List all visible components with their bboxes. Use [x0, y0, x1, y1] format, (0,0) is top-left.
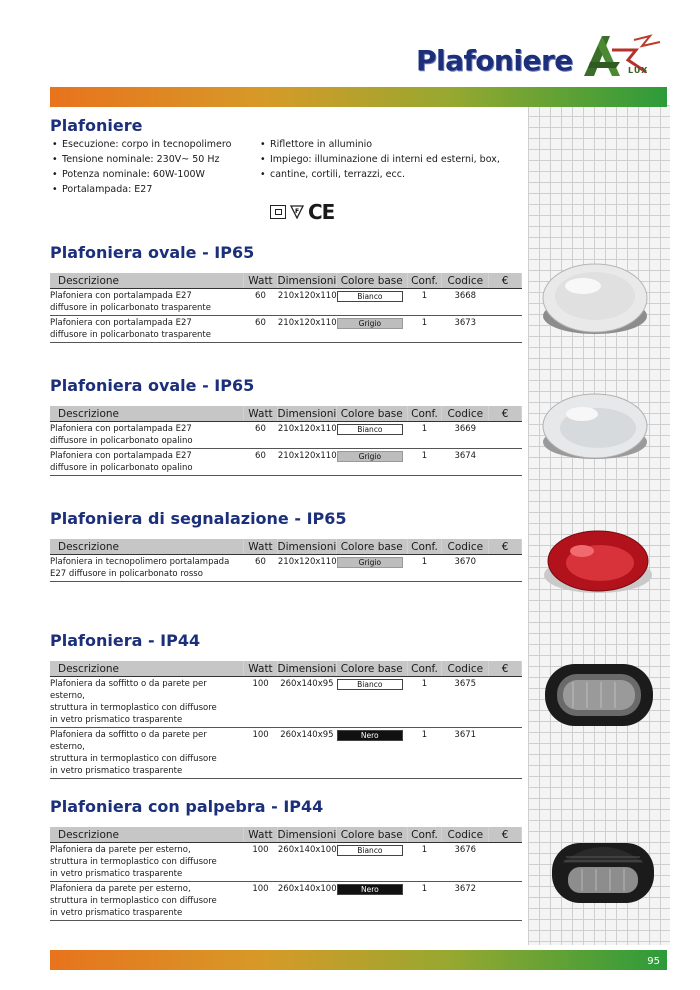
table-header [50, 539, 522, 555]
column-header-desc: Descrizione [50, 273, 243, 288]
description-line: struttura in termoplastico con diffusore [50, 754, 217, 764]
description-line: Plafoniera con portalampada E27 [50, 291, 192, 301]
description-line: diffusore in policarbonato opalino [50, 436, 193, 446]
table-row [50, 316, 522, 343]
table-header [50, 273, 522, 289]
row-code: 3670 [454, 557, 477, 567]
column-header-color: Colore base [337, 273, 407, 288]
arlux-logo [576, 30, 666, 80]
lamp-red-signal-image [540, 525, 656, 599]
row-price [489, 678, 521, 726]
column-header-eur: € [489, 661, 521, 676]
column-header-conf: Conf. [408, 273, 442, 288]
column-header-dim: Dimensioni [277, 407, 337, 420]
features-list-left [50, 137, 260, 197]
row-description [50, 423, 243, 447]
feature-item: • Potenza nominale: 60W-100W [50, 167, 260, 182]
svg-text:F: F [295, 208, 300, 215]
description-line: in vetro prismatico trasparente [50, 766, 183, 776]
table-header [50, 661, 522, 677]
double-insulation-icon [270, 205, 286, 219]
column-header-color: Colore base [337, 661, 407, 676]
lamp-ip44-black-image [543, 660, 655, 730]
row-watt: 60 [255, 424, 266, 434]
row-conf: 1 [421, 451, 428, 461]
color-swatch: Bianco [337, 845, 403, 856]
section-title: Plafoniera con palpebra - IP44 [50, 797, 324, 816]
product-section [50, 376, 522, 476]
description-line: struttura in termoplastico con diffusore [50, 896, 217, 906]
column-header-watt: Watt [244, 661, 277, 676]
description-line: in vetro prismatico trasparente [50, 869, 183, 879]
color-swatch: Bianco [337, 424, 403, 435]
column-header-desc: Descrizione [50, 406, 243, 421]
description-line: diffusore in policarbonato opalino [50, 463, 193, 473]
row-price [489, 556, 521, 580]
row-price [489, 729, 521, 777]
section-title: Plafoniera di segnalazione - IP65 [50, 509, 347, 528]
page-number: 95 [647, 956, 660, 967]
footer-band [50, 950, 667, 970]
row-dimensions: 260x140x95 [280, 730, 334, 740]
column-header-code: Codice [442, 539, 488, 554]
table-row [50, 555, 522, 582]
lamp-oval-opal-image [538, 388, 652, 468]
column-header-color: Colore base [337, 406, 407, 421]
column-header-code: Codice [442, 827, 488, 842]
row-description [50, 556, 243, 580]
row-color-cell [337, 556, 407, 580]
description-line: E27 diffusore in policarbonato rosso [50, 569, 203, 579]
header-band [50, 87, 667, 107]
feature-item: • Portalampada: E27 [50, 182, 260, 197]
row-description [50, 450, 243, 474]
row-dimensions: 260x140x100 [277, 884, 337, 894]
color-swatch: Grigio [337, 451, 403, 462]
column-header-code: Codice [442, 406, 488, 421]
table-row [50, 289, 522, 316]
intro-title: Plafoniere [50, 116, 143, 135]
row-color-cell [337, 678, 407, 726]
lamp-palpebra-image [548, 835, 658, 907]
section-title: Plafoniera ovale - IP65 [50, 243, 255, 262]
description-line: struttura in termoplastico con diffusore [50, 857, 217, 867]
column-header-eur: € [489, 539, 521, 554]
row-dimensions: 260x140x95 [280, 679, 334, 689]
row-conf: 1 [421, 845, 428, 855]
row-description [50, 883, 243, 919]
table-row [50, 843, 522, 882]
column-header-dim: Dimensioni [277, 662, 337, 675]
column-header-dim: Dimensioni [277, 274, 337, 287]
section-title: Plafoniera ovale - IP65 [50, 376, 255, 395]
description-line: Plafoniera da soffitto o da parete per esterno, [50, 679, 207, 701]
column-header-eur: € [489, 406, 521, 421]
color-swatch: Grigio [337, 557, 403, 568]
row-watt: 100 [252, 845, 269, 855]
column-header-desc: Descrizione [50, 661, 243, 676]
feature-item: • Esecuzione: corpo in tecnopolimero [50, 137, 260, 152]
description-line: struttura in termoplastico con diffusore [50, 703, 217, 713]
description-line: Plafoniera da parete per esterno, [50, 845, 191, 855]
certification-marks [270, 200, 334, 224]
column-header-color: Colore base [337, 827, 407, 842]
row-description [50, 317, 243, 341]
column-header-code: Codice [442, 273, 488, 288]
color-swatch: Bianco [337, 291, 403, 302]
column-header-conf: Conf. [408, 661, 442, 676]
row-price [489, 450, 521, 474]
column-header-dim: Dimensioni [277, 828, 337, 841]
feature-item: • Tensione nominale: 230V~ 50 Hz [50, 152, 260, 167]
feature-item: • Riflettore in alluminio [258, 137, 518, 152]
row-price [489, 883, 521, 919]
table-header [50, 827, 522, 843]
row-dimensions: 210x120x110 [277, 451, 337, 461]
color-swatch: Nero [337, 884, 403, 895]
description-line: Plafoniera con portalampada E27 [50, 424, 192, 434]
row-color-cell [337, 423, 407, 447]
row-conf: 1 [421, 730, 428, 740]
color-swatch: Nero [337, 730, 403, 741]
row-dimensions: 210x120x110 [277, 424, 337, 434]
row-conf: 1 [421, 557, 428, 567]
row-color-cell [337, 844, 407, 880]
table-row [50, 677, 522, 728]
row-code: 3675 [454, 679, 477, 689]
table-row [50, 422, 522, 449]
description-line: Plafoniera da soffitto o da parete per esterno, [50, 730, 207, 752]
page-title: Plafoniere [416, 44, 573, 77]
row-description [50, 678, 243, 726]
row-watt: 100 [252, 884, 269, 894]
row-dimensions: 210x120x110 [277, 291, 337, 301]
row-color-cell [337, 450, 407, 474]
row-conf: 1 [421, 291, 428, 301]
description-line: in vetro prismatico trasparente [50, 715, 183, 725]
lamp-oval-transparent-image [538, 258, 652, 342]
row-color-cell [337, 883, 407, 919]
column-header-conf: Conf. [408, 406, 442, 421]
row-code: 3669 [454, 424, 477, 434]
row-conf: 1 [421, 424, 428, 434]
description-line: Plafoniera da parete per esterno, [50, 884, 191, 894]
logo-text: LUX [628, 66, 649, 75]
table-row [50, 882, 522, 921]
color-swatch: Bianco [337, 679, 403, 690]
row-watt: 60 [255, 451, 266, 461]
table-header [50, 406, 522, 422]
column-header-eur: € [489, 827, 521, 842]
row-conf: 1 [421, 884, 428, 894]
row-color-cell [337, 317, 407, 341]
row-code: 3672 [454, 884, 477, 894]
description-line: Plafoniera in tecnopolimero portalampada [50, 557, 230, 567]
column-header-watt: Watt [244, 406, 277, 421]
row-conf: 1 [421, 679, 428, 689]
row-code: 3673 [454, 318, 477, 328]
row-code: 3671 [454, 730, 477, 740]
features-list-right [258, 137, 518, 182]
row-color-cell [337, 290, 407, 314]
row-code: 3676 [454, 845, 477, 855]
column-header-conf: Conf. [408, 827, 442, 842]
row-watt: 60 [255, 291, 266, 301]
row-watt: 100 [252, 679, 269, 689]
row-description [50, 290, 243, 314]
color-swatch: Grigio [337, 318, 403, 329]
feature-item: • Impiego: illuminazione di interni ed esterni, box, [258, 152, 518, 167]
description-line: Plafoniera con portalampada E27 [50, 451, 192, 461]
column-header-desc: Descrizione [50, 827, 243, 842]
column-header-watt: Watt [244, 827, 277, 842]
column-header-watt: Watt [244, 539, 277, 554]
product-section [50, 509, 522, 582]
row-price [489, 423, 521, 447]
description-line: diffusore in policarbonato trasparente [50, 330, 211, 340]
row-price [489, 290, 521, 314]
column-header-color: Colore base [337, 539, 407, 554]
ce-mark-icon: CE [308, 200, 335, 224]
product-section [50, 631, 522, 779]
column-header-conf: Conf. [408, 539, 442, 554]
description-line: Plafoniera con portalampada E27 [50, 318, 192, 328]
description-line: in vetro prismatico trasparente [50, 908, 183, 918]
column-header-dim: Dimensioni [277, 540, 337, 553]
row-dimensions: 210x120x110 [277, 318, 337, 328]
row-code: 3674 [454, 451, 477, 461]
row-price [489, 317, 521, 341]
row-watt: 60 [255, 557, 266, 567]
column-header-watt: Watt [244, 273, 277, 288]
row-watt: 100 [252, 730, 269, 740]
table-row [50, 728, 522, 779]
column-header-code: Codice [442, 661, 488, 676]
row-description [50, 844, 243, 880]
description-line: diffusore in policarbonato trasparente [50, 303, 211, 313]
table-row [50, 449, 522, 476]
product-section [50, 243, 522, 343]
feature-item-continuation: • cantine, cortili, terrazzi, ecc. [258, 167, 518, 182]
f-mark-icon [290, 205, 304, 219]
row-dimensions: 260x140x100 [277, 845, 337, 855]
row-description [50, 729, 243, 777]
product-section [50, 797, 522, 921]
row-color-cell [337, 729, 407, 777]
row-price [489, 844, 521, 880]
column-header-desc: Descrizione [50, 539, 243, 554]
row-code: 3668 [454, 291, 477, 301]
column-header-eur: € [489, 273, 521, 288]
row-dimensions: 210x120x110 [277, 557, 337, 567]
row-watt: 60 [255, 318, 266, 328]
row-conf: 1 [421, 318, 428, 328]
section-title: Plafoniera - IP44 [50, 631, 201, 650]
